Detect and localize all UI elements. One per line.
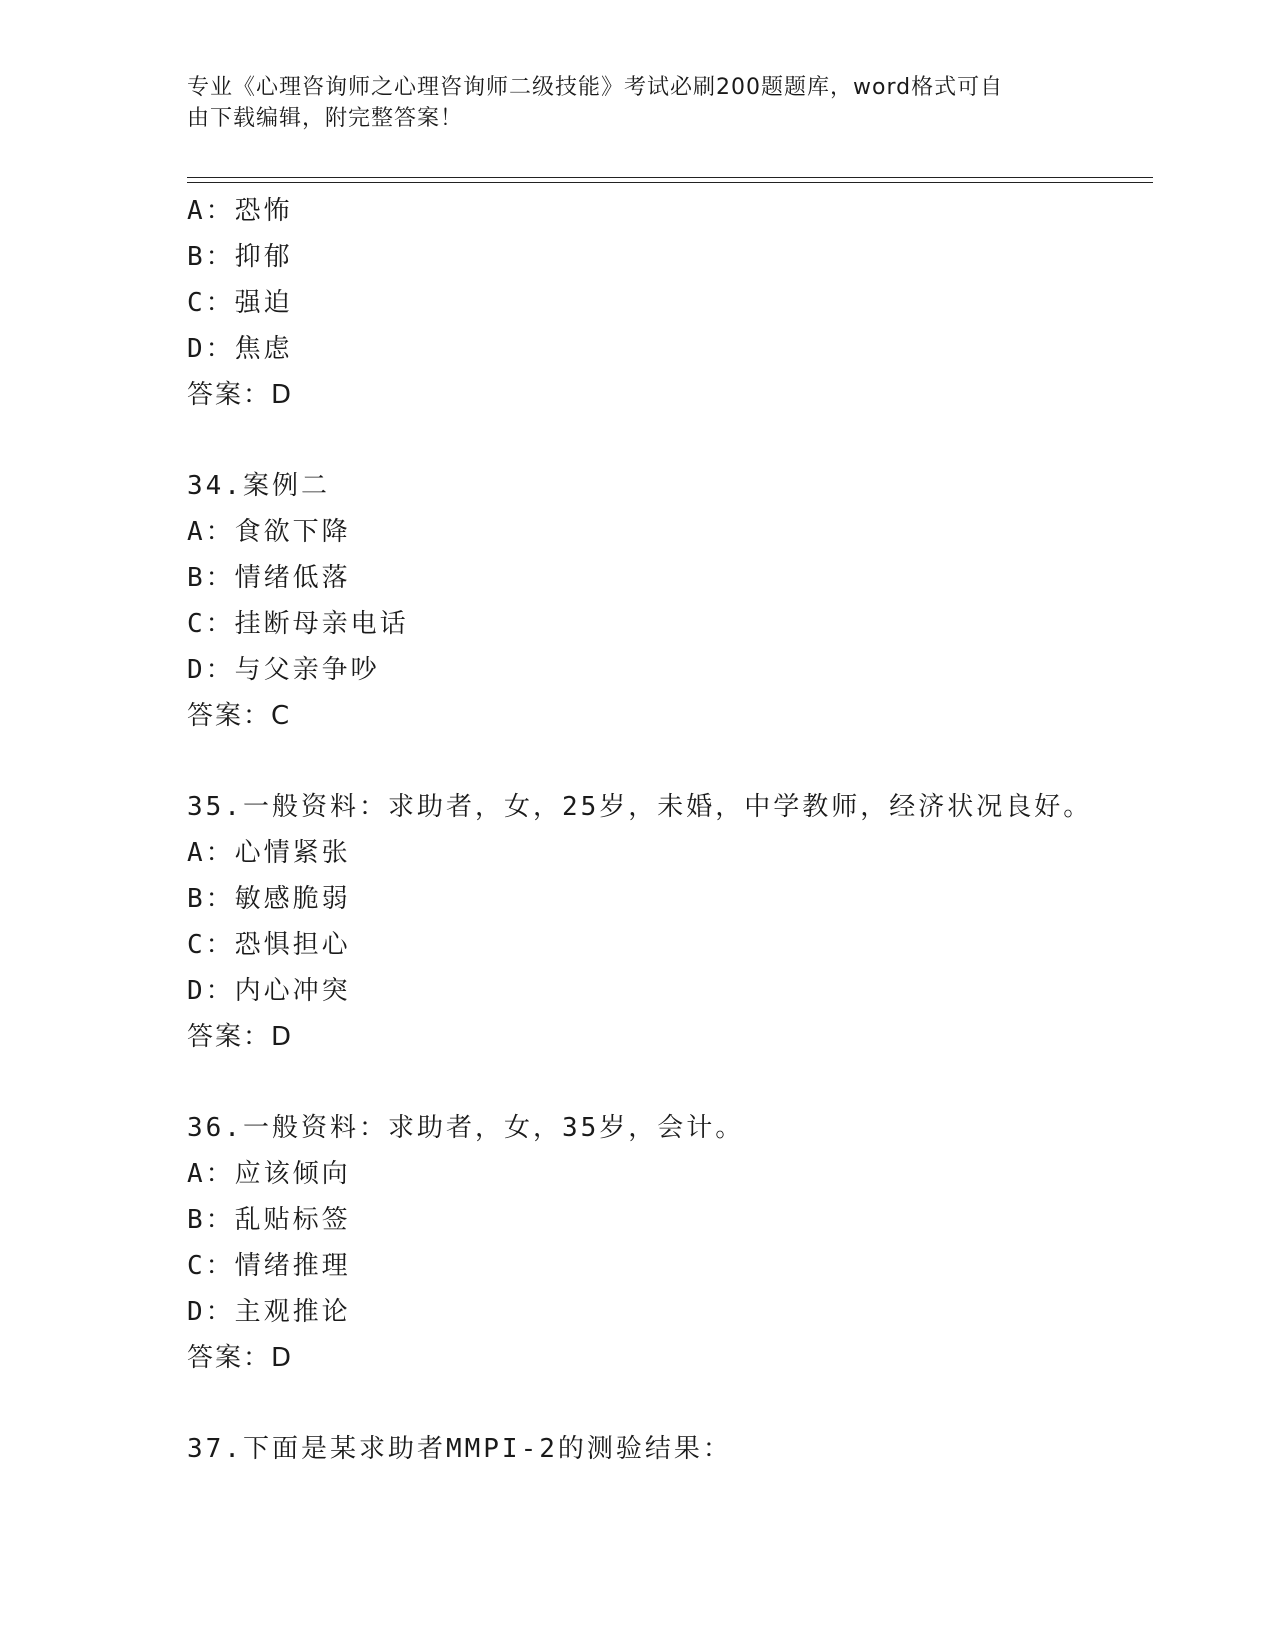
option-a: A：食欲下降 <box>187 517 351 547</box>
answer-line: 答案：C <box>187 701 292 731</box>
option-d: D：与父亲争吵 <box>187 655 380 685</box>
question-list <box>187 188 1153 1472</box>
option-c: C：情绪推理 <box>187 1251 351 1281</box>
option-b: B：抑郁 <box>187 242 293 272</box>
question-stem: 37.下面是某求助者MMPI-2的测验结果： <box>187 1434 732 1464</box>
option-a: A：心情紧张 <box>187 838 351 868</box>
option-a: A：恐怖 <box>187 196 293 226</box>
question-block-34 <box>187 463 1153 739</box>
option-c: C：挂断母亲电话 <box>187 609 409 639</box>
option-d: D：主观推论 <box>187 1297 351 1327</box>
header-line-1: 专业《心理咨询师之心理咨询师二级技能》考试必刷200题题库，word格式可自 <box>187 75 1004 100</box>
option-a: A：应该倾向 <box>187 1159 351 1189</box>
answer-line: 答案：D <box>187 380 294 410</box>
option-b: B：乱贴标签 <box>187 1205 351 1235</box>
document-header <box>187 72 1067 134</box>
header-divider-bottom <box>187 182 1153 183</box>
question-stem: 35.一般资料：求助者，女，25岁，未婚，中学教师，经济状况良好。 <box>187 792 1093 822</box>
question-block-33 <box>187 188 1153 418</box>
header-divider-top <box>187 177 1153 178</box>
question-stem: 34.案例二 <box>187 471 330 501</box>
option-b: B：敏感脆弱 <box>187 884 351 914</box>
question-block-36 <box>187 1105 1153 1381</box>
question-stem: 36.一般资料：求助者，女，35岁，会计。 <box>187 1113 745 1143</box>
option-c: C：强迫 <box>187 288 293 318</box>
question-block-35 <box>187 784 1153 1060</box>
option-b: B：情绪低落 <box>187 563 351 593</box>
header-line-2: 由下载编辑，附完整答案！ <box>187 106 464 131</box>
question-block-37 <box>187 1426 1153 1472</box>
answer-line: 答案：D <box>187 1022 294 1052</box>
option-d: D：焦虑 <box>187 334 293 364</box>
option-c: C：恐惧担心 <box>187 930 351 960</box>
option-d: D：内心冲突 <box>187 976 351 1006</box>
answer-line: 答案：D <box>187 1343 294 1373</box>
